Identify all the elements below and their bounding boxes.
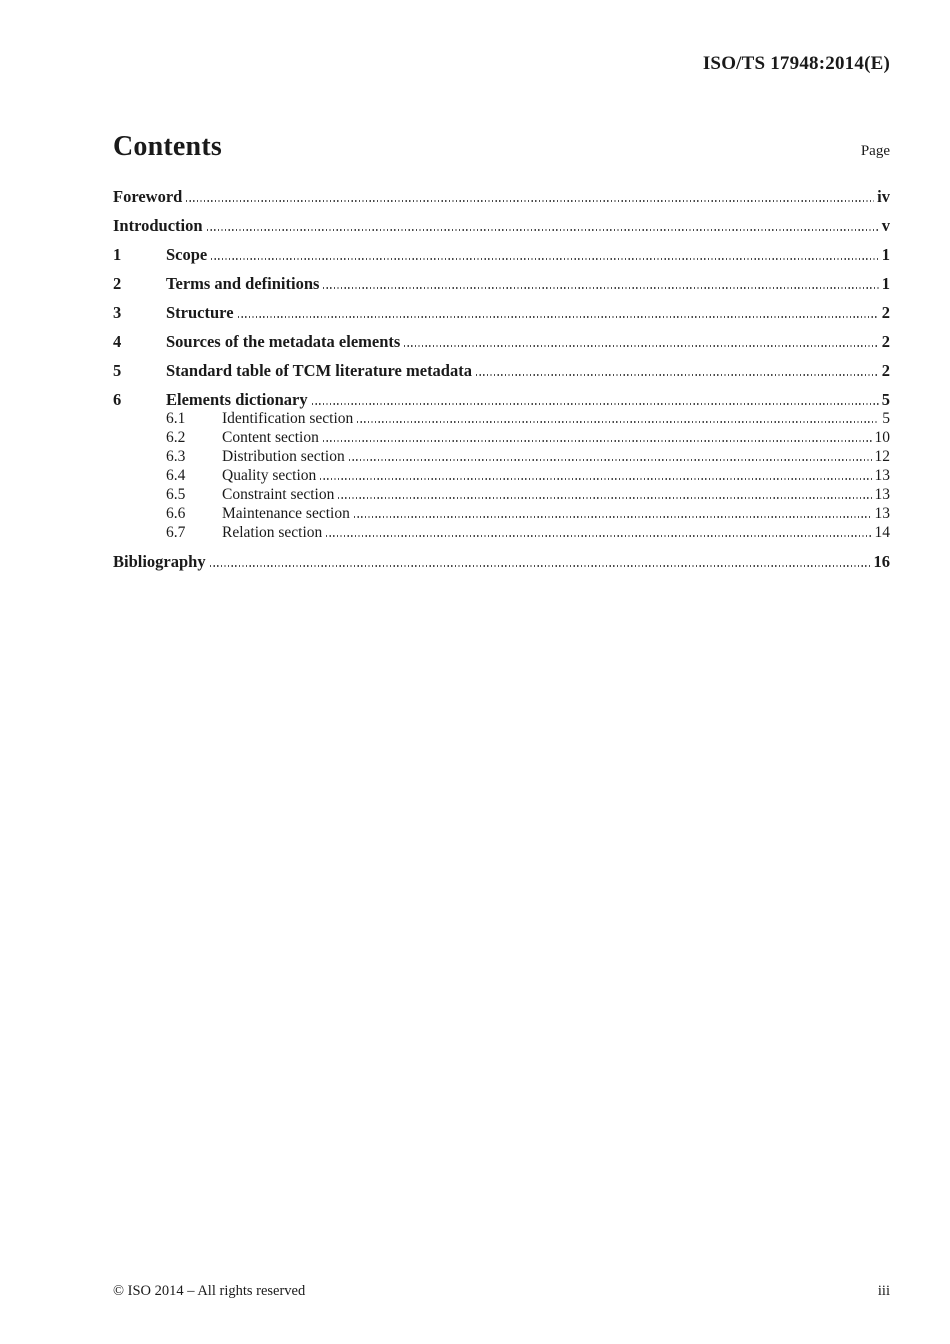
toc-entry-number: 6.3 <box>166 448 186 465</box>
dot-leader <box>326 535 871 537</box>
toc-entry-number: 4 <box>113 332 122 351</box>
toc-entry-page: 13 <box>874 467 890 484</box>
copyright-notice: © ISO 2014 – All rights reserved <box>113 1283 306 1299</box>
toc-entry-label: Sources of the metadata elements <box>166 332 401 351</box>
toc-entry <box>113 428 890 447</box>
toc-entry-page: 13 <box>874 505 890 522</box>
toc-entry <box>113 187 890 206</box>
toc-entry-label: Relation section <box>222 524 323 541</box>
page-footer <box>113 1283 890 1300</box>
toc-entry-number: 5 <box>113 361 122 380</box>
dot-leader <box>349 459 872 461</box>
toc-entry <box>113 447 890 466</box>
toc-entry-page: 13 <box>874 486 890 503</box>
toc-entry-label: Identification section <box>222 410 354 427</box>
toc-entry-page: 5 <box>882 410 890 427</box>
toc-entry <box>113 245 890 264</box>
toc-entry-page: 10 <box>874 429 890 446</box>
toc-entry-label: Structure <box>166 303 234 322</box>
toc-entry-label: Foreword <box>113 187 183 206</box>
toc-entry-page: 2 <box>881 332 890 351</box>
toc-entry-page: 1 <box>881 274 890 293</box>
toc-entry-number: 1 <box>113 245 122 264</box>
dot-leader <box>186 200 874 202</box>
dot-leader <box>357 421 879 423</box>
dot-leader <box>238 316 879 318</box>
toc-entry-label: Standard table of TCM literature metadata <box>166 361 472 380</box>
toc-page-column-label: Page <box>860 143 890 159</box>
toc-entry <box>113 504 890 523</box>
toc-entry-number: 3 <box>113 303 122 322</box>
toc-entry-number: 2 <box>113 274 122 293</box>
toc-entry-label: Distribution section <box>222 448 345 465</box>
folio-page-number: iii <box>877 1283 890 1299</box>
toc-entry-number: 6.2 <box>166 429 186 446</box>
table-of-contents <box>113 131 890 571</box>
toc-title: Contents <box>113 131 222 162</box>
toc-entry-page: iv <box>877 187 890 206</box>
toc-entry-number: 6.6 <box>166 505 186 522</box>
toc-entry-label: Terms and definitions <box>166 274 320 293</box>
toc-entry-page: 12 <box>874 448 890 465</box>
dot-leader <box>323 287 878 289</box>
toc-entry-label: Scope <box>166 245 208 264</box>
toc-entry-number: 6.7 <box>166 524 186 541</box>
toc-entry <box>113 390 890 409</box>
toc-entry-number: 6.5 <box>166 486 186 503</box>
toc-entry-label: Elements dictionary <box>166 390 308 409</box>
toc-heading-row <box>113 131 890 163</box>
toc-entry-page: 5 <box>881 390 890 409</box>
toc-entry-number: 6.4 <box>166 467 186 484</box>
toc-entry-number: 6.1 <box>166 410 186 427</box>
dot-leader <box>338 497 871 499</box>
toc-entry-list <box>113 187 890 571</box>
toc-entry-page: 16 <box>873 552 890 571</box>
toc-entry <box>113 274 890 293</box>
toc-entry-page: 14 <box>874 524 890 541</box>
dot-leader <box>354 516 872 518</box>
dot-leader <box>210 565 871 567</box>
toc-entry-page: 2 <box>881 303 890 322</box>
toc-entry <box>113 552 890 571</box>
dot-leader <box>404 345 878 347</box>
dot-leader <box>476 374 879 376</box>
toc-entry-number: 6 <box>113 390 122 409</box>
toc-entry-label: Bibliography <box>113 552 206 571</box>
toc-entry-page: 1 <box>881 245 890 264</box>
toc-entry <box>113 523 890 542</box>
dot-leader <box>320 478 871 480</box>
toc-entry-label: Maintenance section <box>222 505 350 522</box>
document-reference: ISO/TS 17948:2014(E) <box>702 53 890 74</box>
toc-entry <box>113 409 890 428</box>
toc-entry-page: v <box>881 216 890 235</box>
toc-entry-label: Constraint section <box>222 486 335 503</box>
dot-leader <box>207 229 879 231</box>
toc-entry <box>113 466 890 485</box>
toc-entry <box>113 303 890 322</box>
toc-entry <box>113 216 890 235</box>
dot-leader <box>211 258 879 260</box>
dot-leader <box>323 440 872 442</box>
toc-entry-page: 2 <box>881 361 890 380</box>
toc-entry-label: Content section <box>222 429 319 446</box>
toc-entry <box>113 485 890 504</box>
toc-entry <box>113 332 890 351</box>
toc-entry <box>113 361 890 380</box>
dot-leader <box>312 403 879 405</box>
toc-entry-label: Quality section <box>222 467 317 484</box>
toc-entry-label: Introduction <box>113 216 203 235</box>
